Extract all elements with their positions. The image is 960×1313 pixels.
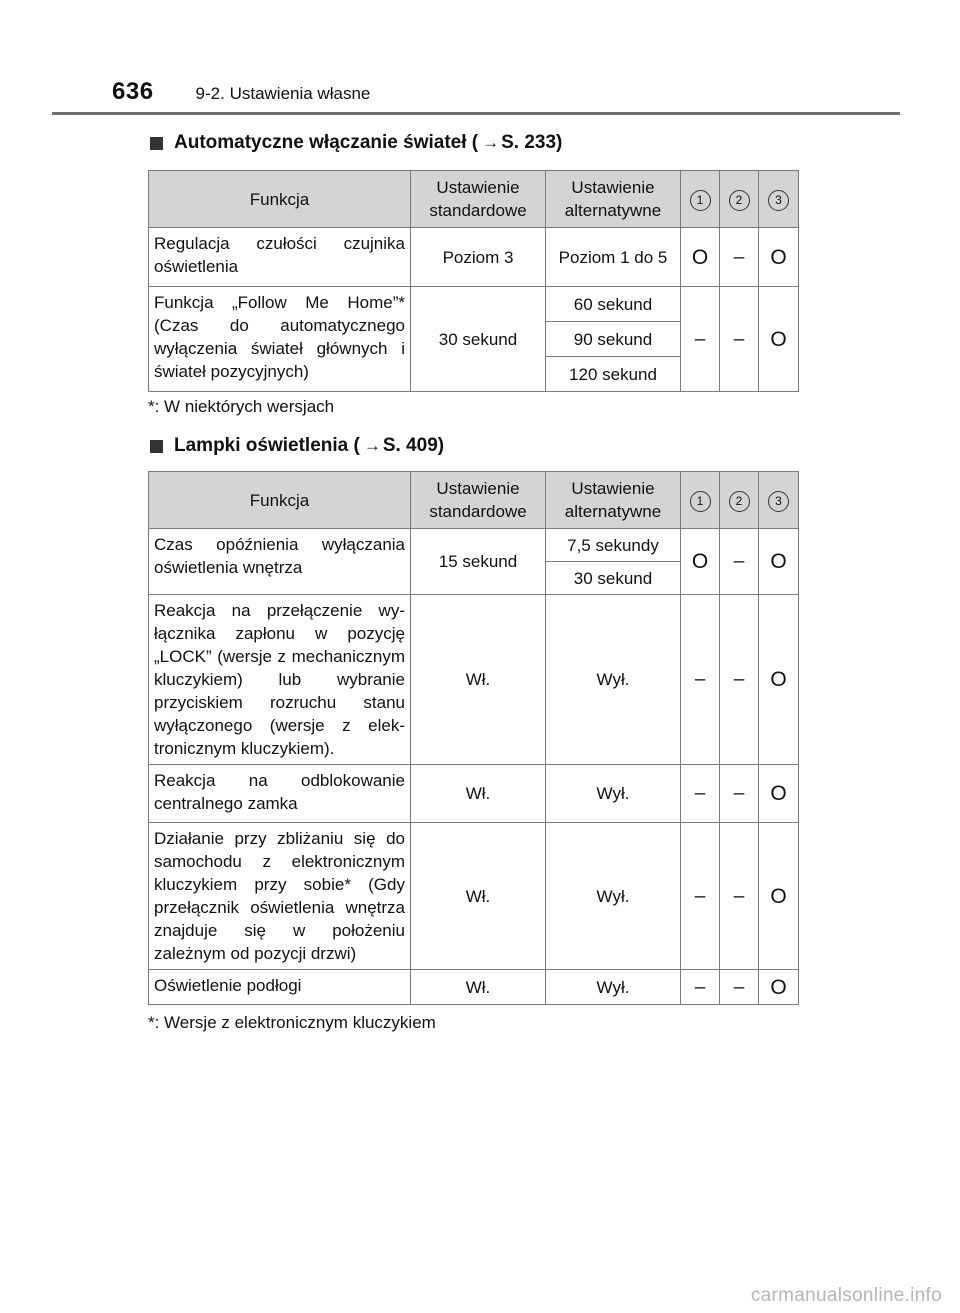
cell-mark-3: O	[759, 765, 799, 823]
cell-alt: Wył.	[546, 823, 681, 970]
header-col3	[759, 472, 799, 529]
table-row	[149, 765, 799, 823]
header-alt: Ustawienie alternatywne	[546, 472, 681, 529]
cell-standard: Poziom 3	[411, 228, 546, 287]
cell-standard: Wł.	[411, 970, 546, 1005]
table-row	[149, 823, 799, 970]
cell-alt: 7,5 sekundy	[546, 529, 681, 562]
cell-mark-1: –	[681, 765, 720, 823]
cell-mark-3: O	[759, 529, 799, 595]
cell-mark-2: –	[720, 823, 759, 970]
circled-number-icon: 1	[690, 491, 711, 512]
header-funkcja: Funkcja	[149, 171, 411, 228]
cell-mark-1: –	[681, 287, 720, 392]
arrow-right-icon: →	[482, 133, 500, 152]
cell-mark-3: O	[759, 228, 799, 287]
table-header-row	[149, 472, 799, 529]
cell-mark-2: –	[720, 228, 759, 287]
cell-mark-2: –	[720, 765, 759, 823]
circled-number-icon: 3	[768, 190, 789, 211]
settings-table-1	[148, 170, 799, 392]
header-col2	[720, 171, 759, 228]
square-bullet-icon	[150, 440, 163, 453]
cell-mark-2: –	[720, 287, 759, 392]
circled-number-icon: 2	[729, 491, 750, 512]
circled-number-icon: 3	[768, 491, 789, 512]
cell-mark-1: O	[681, 529, 720, 595]
header-standard: Ustawienie standardowe	[411, 171, 546, 228]
cell-funkcja: Reakcja na odblokowanie centralnego zamka	[149, 765, 411, 823]
header-col1	[681, 171, 720, 228]
cell-mark-2: –	[720, 970, 759, 1005]
cell-mark-3: O	[759, 970, 799, 1005]
cell-alt: Wył.	[546, 970, 681, 1005]
cell-standard: 15 sekund	[411, 529, 546, 595]
section-title: Automatyczne włączanie świateł (	[174, 132, 479, 153]
cell-funkcja: Czas opóźnienia wyłączania oświetlenia wnętrza	[149, 529, 411, 595]
header-standard: Ustawienie standardowe	[411, 472, 546, 529]
header-funkcja: Funkcja	[149, 472, 411, 529]
header-rule	[52, 112, 900, 115]
cell-funkcja: Reakcja na przełączenie wyłącznika zapłonu w pozycję „LOCK” (wersje z mechanicznym kluczykiem) lub wybranie przyciskiem rozruchu stanu wyłączonego (wersje z elektronicznym kluczykiem).	[149, 595, 411, 765]
cell-mark-1: –	[681, 823, 720, 970]
settings-table-2	[148, 471, 799, 1005]
arrow-right-icon: →	[363, 436, 381, 455]
header-col1	[681, 472, 720, 529]
cell-standard: 30 sekund	[411, 287, 546, 392]
cell-mark-1: O	[681, 228, 720, 287]
cell-standard: Wł.	[411, 823, 546, 970]
cell-funkcja: Oświetlenie podłogi	[149, 970, 411, 1005]
header-col2	[720, 472, 759, 529]
footnote-2: *: Wersje z elektronicznym kluczykiem	[148, 1013, 436, 1032]
page-header	[112, 78, 370, 106]
table-row	[149, 529, 799, 562]
cell-alt: Wył.	[546, 595, 681, 765]
section-heading-1	[150, 132, 562, 154]
cell-alt: Poziom 1 do 5	[546, 228, 681, 287]
table-row	[149, 595, 799, 765]
square-bullet-icon	[150, 137, 163, 150]
running-head: 9-2. Ustawienia własne	[195, 84, 371, 103]
cell-alt: 60 sekund	[546, 287, 681, 322]
cell-mark-1: –	[681, 595, 720, 765]
cell-mark-3: O	[759, 823, 799, 970]
page-number: 636	[112, 78, 154, 105]
section-title: Lampki oświetlenia (	[174, 435, 360, 456]
cell-mark-3: O	[759, 595, 799, 765]
cell-alt: 120 sekund	[546, 357, 681, 392]
cell-alt: Wył.	[546, 765, 681, 823]
table-row	[149, 970, 799, 1005]
cell-mark-3: O	[759, 287, 799, 392]
header-alt: Ustawienie alternatywne	[546, 171, 681, 228]
cell-mark-2: –	[720, 529, 759, 595]
circled-number-icon: 1	[690, 190, 711, 211]
section-ref: S. 233)	[501, 132, 563, 153]
cell-mark-2: –	[720, 595, 759, 765]
table-row	[149, 228, 799, 287]
cell-standard: Wł.	[411, 765, 546, 823]
footnote-1: *: W niektórych wersjach	[148, 397, 335, 416]
table-header-row	[149, 171, 799, 228]
cell-mark-1: –	[681, 970, 720, 1005]
cell-standard: Wł.	[411, 595, 546, 765]
cell-funkcja: Działanie przy zbliżaniu się do samochodu z elektronicznym kluczykiem przy sobie* (Gdy przełącznik oświetlenia wnętrza znajduje się w położeniu zależnym od pozycji drzwi)	[149, 823, 411, 970]
section-heading-2	[150, 435, 444, 457]
table-row	[149, 287, 799, 322]
circled-number-icon: 2	[729, 190, 750, 211]
watermark: carmanualsonline.info	[750, 1285, 942, 1306]
cell-funkcja: Funkcja „Follow Me Home”* (Czas do automatycznego wyłączenia świateł głównych i świateł pozycyjnych)	[149, 287, 411, 392]
cell-alt: 30 sekund	[546, 562, 681, 595]
cell-funkcja: Regulacja czułości czujnika oświetlenia	[149, 228, 411, 287]
cell-alt: 90 sekund	[546, 322, 681, 357]
section-ref: S. 409)	[382, 435, 445, 456]
header-col3	[759, 171, 799, 228]
